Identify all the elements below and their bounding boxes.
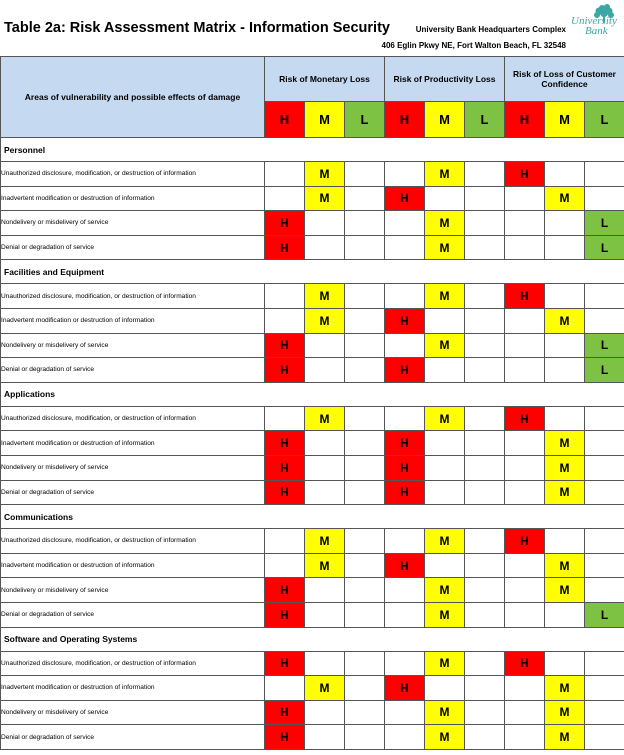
risk-cell-l: L — [585, 602, 624, 627]
table-row — [1, 431, 624, 456]
risk-cell-empty — [585, 676, 624, 701]
risk-cell-empty — [345, 553, 385, 578]
risk-cell-empty — [305, 651, 345, 676]
risk-cell-empty — [505, 308, 545, 333]
risk-cell-m: M — [545, 700, 585, 725]
risk-cell-empty — [585, 480, 624, 505]
risk-cell-empty — [385, 162, 425, 187]
matrix-body — [1, 138, 624, 750]
risk-cell-empty — [265, 186, 305, 211]
table-row — [1, 651, 624, 676]
risk-cell-m: M — [425, 651, 465, 676]
risk-cell-m: M — [305, 162, 345, 187]
risk-cell-h: H — [265, 651, 305, 676]
risk-cell-m: M — [425, 700, 465, 725]
risk-cell-m: M — [425, 578, 465, 603]
risk-cell-empty — [385, 284, 425, 309]
risk-cell-empty — [305, 700, 345, 725]
areas-header: Areas of vulnerability and possible effects of damage — [1, 57, 265, 138]
risk-cell-h: H — [505, 406, 545, 431]
risk-cell-empty — [425, 553, 465, 578]
section-title: Communications — [1, 505, 624, 529]
risk-cell-h: H — [385, 308, 425, 333]
risk-cell-empty — [345, 333, 385, 358]
table-row — [1, 211, 624, 236]
risk-cell-empty — [545, 333, 585, 358]
level-header-h: H — [505, 102, 545, 138]
risk-cell-h: H — [505, 162, 545, 187]
risk-cell-empty — [265, 308, 305, 333]
risk-cell-empty — [465, 602, 505, 627]
risk-cell-h: H — [505, 529, 545, 554]
risk-cell-empty — [345, 186, 385, 211]
risk-cell-m: M — [425, 529, 465, 554]
table-row — [1, 480, 624, 505]
risk-cell-m: M — [545, 676, 585, 701]
risk-cell-empty — [385, 529, 425, 554]
risk-cell-empty — [305, 725, 345, 750]
risk-cell-empty — [385, 406, 425, 431]
risk-cell-h: H — [265, 578, 305, 603]
risk-cell-empty — [585, 308, 624, 333]
risk-cell-empty — [305, 333, 345, 358]
risk-cell-m: M — [305, 186, 345, 211]
risk-cell-h: H — [265, 358, 305, 383]
risk-cell-empty — [465, 480, 505, 505]
risk-cell-empty — [505, 578, 545, 603]
risk-cell-empty — [465, 553, 505, 578]
logo-line-1: University — [571, 15, 617, 27]
risk-cell-empty — [465, 211, 505, 236]
risk-cell-empty — [345, 406, 385, 431]
risk-cell-h: H — [265, 431, 305, 456]
risk-cell-empty — [385, 333, 425, 358]
risk-cell-empty — [585, 186, 624, 211]
title-bar — [0, 0, 624, 54]
risk-cell-h: H — [385, 480, 425, 505]
risk-cell-empty — [465, 308, 505, 333]
risk-cell-l: L — [585, 211, 624, 236]
table-row — [1, 553, 624, 578]
logo-wordmark — [571, 16, 617, 36]
risk-cell-l: L — [585, 235, 624, 260]
table-row — [1, 455, 624, 480]
risk-cell-empty — [345, 235, 385, 260]
risk-cell-empty — [425, 480, 465, 505]
risk-cell-empty — [345, 725, 385, 750]
risk-cell-m: M — [305, 553, 345, 578]
risk-cell-empty — [465, 333, 505, 358]
risk-cell-empty — [305, 211, 345, 236]
section-row — [1, 138, 624, 162]
risk-cell-empty — [465, 162, 505, 187]
row-label: Unauthorized disclosure, modification, or destruction of information — [1, 529, 265, 554]
risk-cell-m: M — [545, 186, 585, 211]
table-row — [1, 235, 624, 260]
risk-cell-empty — [385, 651, 425, 676]
risk-cell-empty — [465, 700, 505, 725]
risk-cell-empty — [505, 480, 545, 505]
table-row — [1, 602, 624, 627]
risk-cell-h: H — [265, 333, 305, 358]
risk-cell-empty — [465, 676, 505, 701]
risk-cell-empty — [465, 358, 505, 383]
table-row — [1, 725, 624, 750]
risk-cell-empty — [545, 211, 585, 236]
risk-cell-empty — [425, 186, 465, 211]
section-title: Software and Operating Systems — [1, 627, 624, 651]
level-header-l: L — [465, 102, 505, 138]
risk-cell-m: M — [545, 578, 585, 603]
table-row — [1, 284, 624, 309]
risk-cell-h: H — [265, 725, 305, 750]
risk-cell-empty — [385, 578, 425, 603]
risk-cell-empty — [425, 308, 465, 333]
group-header-monetary: Risk of Monetary Loss — [265, 57, 385, 102]
risk-cell-empty — [545, 651, 585, 676]
risk-cell-empty — [305, 602, 345, 627]
risk-cell-empty — [465, 725, 505, 750]
risk-cell-empty — [505, 455, 545, 480]
level-header-l: L — [345, 102, 385, 138]
risk-cell-empty — [545, 406, 585, 431]
risk-cell-empty — [585, 578, 624, 603]
risk-cell-empty — [545, 162, 585, 187]
risk-cell-h: H — [265, 211, 305, 236]
level-header-l: L — [585, 102, 624, 138]
risk-cell-h: H — [505, 284, 545, 309]
risk-cell-empty — [345, 211, 385, 236]
risk-cell-empty — [345, 480, 385, 505]
risk-cell-empty — [585, 455, 624, 480]
page-title: Table 2a: Risk Assessment Matrix - Information Security — [4, 20, 390, 36]
risk-cell-m: M — [425, 284, 465, 309]
risk-cell-empty — [425, 431, 465, 456]
risk-cell-empty — [265, 162, 305, 187]
section-row — [1, 260, 624, 284]
org-name: University Bank Headquarters Complex — [415, 25, 566, 34]
row-label: Nondelivery or misdelivery of service — [1, 455, 265, 480]
risk-cell-empty — [465, 186, 505, 211]
risk-cell-empty — [425, 455, 465, 480]
risk-cell-empty — [265, 529, 305, 554]
row-label: Denial or degradation of service — [1, 235, 265, 260]
risk-cell-empty — [265, 406, 305, 431]
row-label: Denial or degradation of service — [1, 602, 265, 627]
risk-cell-empty — [345, 308, 385, 333]
risk-cell-empty — [505, 602, 545, 627]
risk-cell-empty — [585, 553, 624, 578]
table-row — [1, 186, 624, 211]
risk-cell-empty — [385, 602, 425, 627]
risk-cell-empty — [345, 529, 385, 554]
risk-cell-empty — [265, 553, 305, 578]
risk-cell-h: H — [385, 676, 425, 701]
risk-cell-empty — [305, 431, 345, 456]
risk-cell-empty — [505, 431, 545, 456]
risk-cell-h: H — [385, 553, 425, 578]
risk-cell-empty — [505, 553, 545, 578]
risk-cell-h: H — [265, 700, 305, 725]
risk-cell-m: M — [305, 284, 345, 309]
risk-cell-empty — [465, 235, 505, 260]
risk-cell-empty — [345, 700, 385, 725]
row-label: Unauthorized disclosure, modification, or destruction of information — [1, 162, 265, 187]
risk-cell-empty — [305, 578, 345, 603]
risk-cell-empty — [345, 358, 385, 383]
risk-cell-empty — [585, 725, 624, 750]
table-row — [1, 676, 624, 701]
risk-cell-m: M — [545, 308, 585, 333]
row-label: Nondelivery or misdelivery of service — [1, 211, 265, 236]
risk-cell-empty — [505, 211, 545, 236]
org-address: 406 Eglin Pkwy NE, Fort Walton Beach, FL 32548 — [381, 41, 566, 50]
risk-cell-m: M — [545, 431, 585, 456]
group-header-productivity: Risk of Productivity Loss — [385, 57, 505, 102]
row-label: Inadvertent modification or destruction of information — [1, 308, 265, 333]
risk-cell-h: H — [385, 455, 425, 480]
row-label: Unauthorized disclosure, modification, or destruction of information — [1, 284, 265, 309]
risk-cell-m: M — [545, 455, 585, 480]
section-title: Facilities and Equipment — [1, 260, 624, 284]
risk-cell-empty — [505, 725, 545, 750]
risk-cell-empty — [505, 358, 545, 383]
level-header-m: M — [545, 102, 585, 138]
risk-cell-l: L — [585, 333, 624, 358]
risk-cell-m: M — [305, 406, 345, 431]
row-label: Denial or degradation of service — [1, 358, 265, 383]
risk-matrix-table — [0, 56, 624, 750]
risk-cell-h: H — [505, 651, 545, 676]
row-label: Denial or degradation of service — [1, 725, 265, 750]
risk-cell-empty — [345, 676, 385, 701]
risk-cell-empty — [505, 676, 545, 701]
risk-cell-empty — [585, 162, 624, 187]
risk-cell-empty — [305, 480, 345, 505]
risk-cell-empty — [425, 676, 465, 701]
row-label: Unauthorized disclosure, modification, or destruction of information — [1, 406, 265, 431]
risk-cell-empty — [465, 284, 505, 309]
risk-cell-empty — [345, 284, 385, 309]
row-label: Inadvertent modification or destruction of information — [1, 676, 265, 701]
risk-cell-empty — [385, 235, 425, 260]
risk-cell-empty — [545, 284, 585, 309]
table-row — [1, 162, 624, 187]
table-row — [1, 308, 624, 333]
risk-cell-h: H — [265, 480, 305, 505]
risk-cell-m: M — [305, 529, 345, 554]
table-row — [1, 406, 624, 431]
risk-cell-m: M — [425, 211, 465, 236]
risk-cell-m: M — [425, 235, 465, 260]
row-label: Unauthorized disclosure, modification, or destruction of information — [1, 651, 265, 676]
row-label: Inadvertent modification or destruction of information — [1, 553, 265, 578]
risk-cell-empty — [345, 651, 385, 676]
risk-cell-h: H — [265, 455, 305, 480]
risk-cell-empty — [505, 333, 545, 358]
risk-cell-empty — [345, 578, 385, 603]
risk-cell-empty — [465, 431, 505, 456]
section-row — [1, 382, 624, 406]
risk-cell-empty — [345, 162, 385, 187]
risk-cell-empty — [545, 358, 585, 383]
org-info — [382, 22, 567, 54]
logo-line-2: Bank — [585, 25, 608, 37]
level-header-m: M — [425, 102, 465, 138]
risk-cell-empty — [465, 578, 505, 603]
section-title: Applications — [1, 382, 624, 406]
risk-cell-empty — [505, 235, 545, 260]
risk-cell-h: H — [385, 431, 425, 456]
risk-cell-empty — [505, 700, 545, 725]
group-header-confidence: Risk of Loss of Customer Confidence — [505, 57, 624, 102]
table-row — [1, 333, 624, 358]
risk-cell-empty — [385, 211, 425, 236]
risk-cell-m: M — [425, 333, 465, 358]
risk-cell-empty — [305, 358, 345, 383]
risk-cell-empty — [345, 431, 385, 456]
risk-cell-empty — [345, 602, 385, 627]
table-row — [1, 529, 624, 554]
risk-cell-empty — [585, 431, 624, 456]
risk-cell-empty — [385, 700, 425, 725]
risk-cell-empty — [305, 455, 345, 480]
risk-cell-empty — [345, 455, 385, 480]
risk-cell-l: L — [585, 358, 624, 383]
risk-cell-empty — [265, 676, 305, 701]
risk-cell-empty — [465, 455, 505, 480]
level-header-m: M — [305, 102, 345, 138]
row-label: Inadvertent modification or destruction of information — [1, 431, 265, 456]
risk-cell-empty — [505, 186, 545, 211]
risk-cell-h: H — [265, 235, 305, 260]
risk-cell-m: M — [545, 725, 585, 750]
risk-cell-h: H — [265, 602, 305, 627]
risk-cell-empty — [585, 284, 624, 309]
row-label: Nondelivery or misdelivery of service — [1, 333, 265, 358]
risk-cell-empty — [465, 651, 505, 676]
row-label: Nondelivery or misdelivery of service — [1, 700, 265, 725]
level-header-h: H — [385, 102, 425, 138]
risk-cell-empty — [545, 529, 585, 554]
risk-cell-empty — [265, 284, 305, 309]
risk-cell-h: H — [385, 186, 425, 211]
risk-cell-m: M — [545, 553, 585, 578]
risk-cell-m: M — [305, 308, 345, 333]
risk-cell-m: M — [425, 725, 465, 750]
risk-cell-m: M — [545, 480, 585, 505]
risk-cell-h: H — [385, 358, 425, 383]
risk-cell-m: M — [425, 406, 465, 431]
risk-cell-m: M — [425, 162, 465, 187]
table-row — [1, 700, 624, 725]
risk-cell-empty — [545, 235, 585, 260]
row-label: Inadvertent modification or destruction of information — [1, 186, 265, 211]
risk-cell-m: M — [305, 676, 345, 701]
table-row — [1, 358, 624, 383]
risk-cell-empty — [465, 529, 505, 554]
row-label: Nondelivery or misdelivery of service — [1, 578, 265, 603]
table-row — [1, 578, 624, 603]
section-row — [1, 505, 624, 529]
risk-cell-m: M — [425, 602, 465, 627]
section-row — [1, 627, 624, 651]
section-title: Personnel — [1, 138, 624, 162]
risk-cell-empty — [425, 358, 465, 383]
risk-cell-empty — [585, 651, 624, 676]
risk-cell-empty — [585, 700, 624, 725]
risk-cell-empty — [305, 235, 345, 260]
row-label: Denial or degradation of service — [1, 480, 265, 505]
risk-cell-empty — [385, 725, 425, 750]
level-header-h: H — [265, 102, 305, 138]
risk-cell-empty — [465, 406, 505, 431]
risk-cell-empty — [585, 406, 624, 431]
risk-cell-empty — [545, 602, 585, 627]
risk-cell-empty — [585, 529, 624, 554]
